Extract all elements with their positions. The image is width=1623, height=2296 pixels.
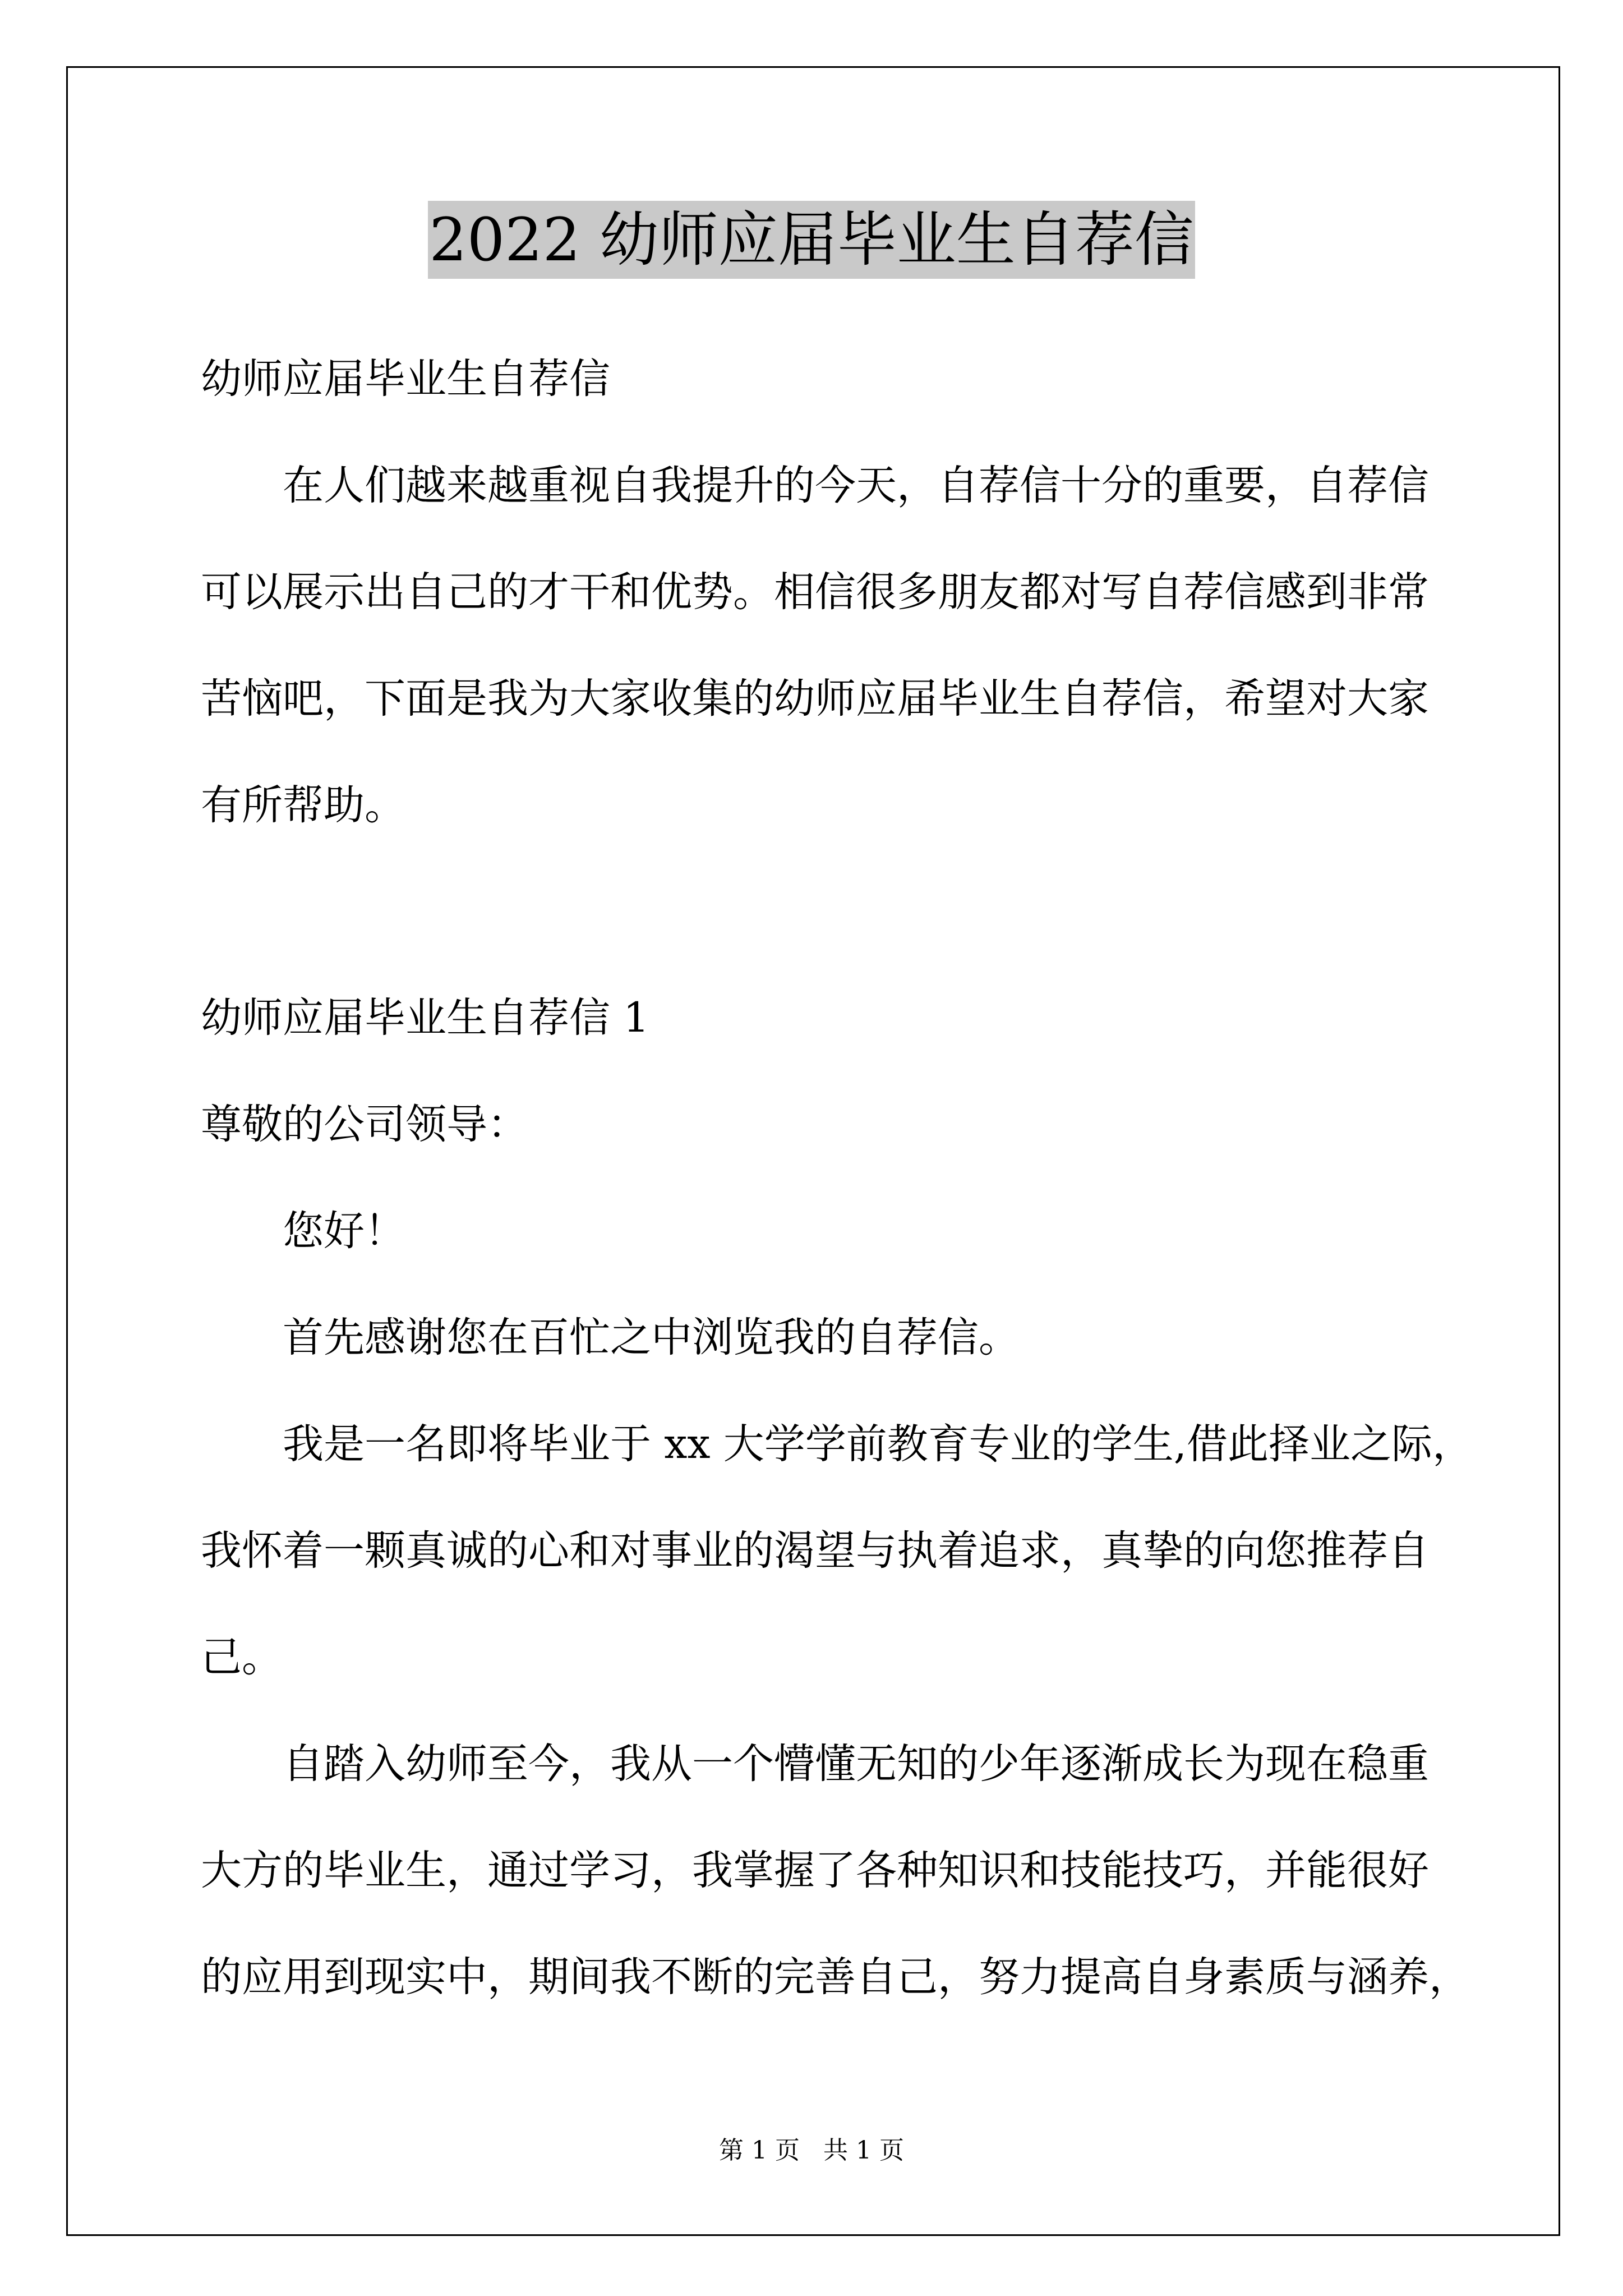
salutation: 尊敬的公司领导：: [201, 1101, 528, 1148]
body-line: 自踏入幼师至今，我从一个懵懂无知的少年逐渐成长为现在稳重: [283, 1740, 1429, 1788]
intro-paragraph-line: 在人们越来越重视自我提升的今天，自荐信十分的重要，自荐信: [283, 462, 1429, 509]
title-container: [0, 201, 1623, 279]
greeting: 您好！: [283, 1207, 405, 1255]
intro-paragraph-line: 苦恼吧，下面是我为大家收集的幼师应届毕业生自荐信，希望对大家: [201, 675, 1429, 723]
page-footer: 第 1 页 共 1 页: [719, 2136, 904, 2165]
body-line: 己。: [201, 1634, 283, 1681]
document-title: 2022 幼师应届毕业生自荐信: [428, 201, 1195, 279]
body-line: 首先感谢您在百忙之中浏览我的自荐信。: [283, 1314, 1020, 1361]
body-line: 我怀着一颗真诚的心和对事业的渴望与执着追求，真挚的向您推荐自: [201, 1527, 1429, 1575]
subtitle: 幼师应届毕业生自荐信: [201, 355, 610, 403]
intro-paragraph-line: 有所帮助。: [201, 781, 405, 829]
body-line: 大方的毕业生，通过学习，我掌握了各种知识和技能技巧，并能很好: [201, 1847, 1429, 1894]
letter-heading: 幼师应届毕业生自荐信 1: [201, 994, 649, 1042]
body-line: 的应用到现实中，期间我不断的完善自己，努力提高自身素质与涵养，: [201, 1953, 1470, 2001]
body-line: 我是一名即将毕业于 xx 大学学前教育专业的学生,借此择业之际，: [283, 1420, 1473, 1468]
intro-paragraph-line: 可以展示出自己的才干和优势。相信很多朋友都对写自荐信感到非常: [201, 568, 1429, 616]
